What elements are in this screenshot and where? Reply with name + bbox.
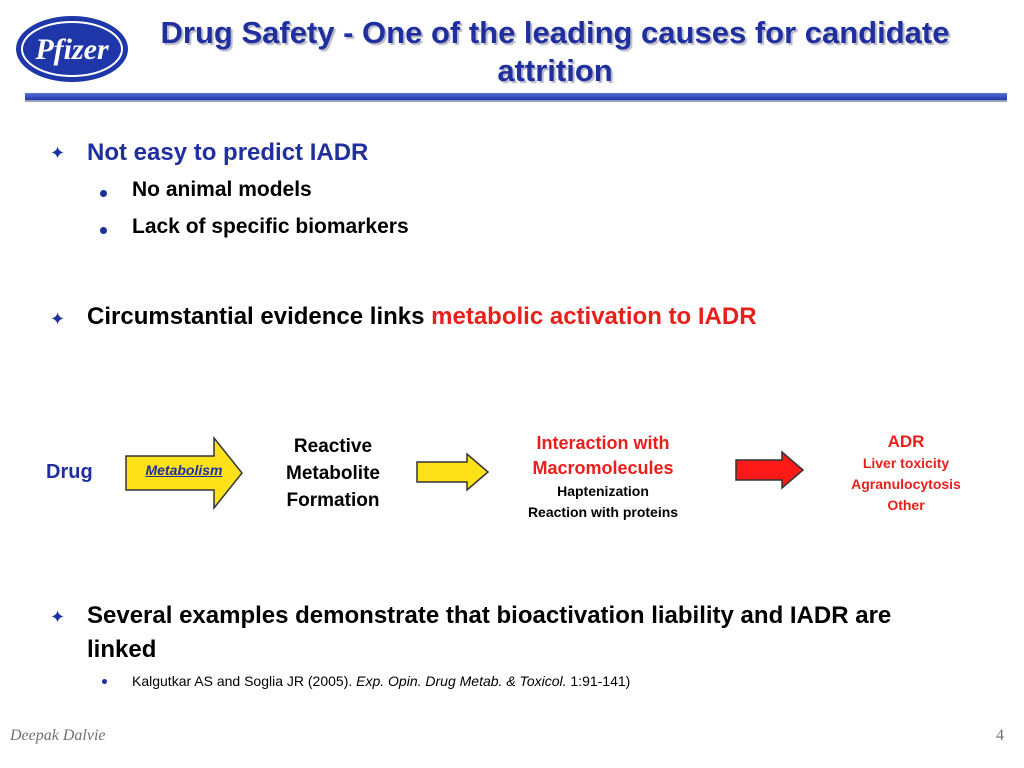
footer-author: Deepak Dalvie [10, 727, 106, 744]
interaction-sub-1: Haptenization [557, 483, 649, 499]
interaction-arrow [415, 452, 491, 492]
slide-title: Drug Safety - One of the leading causes for candidate attrition [160, 15, 950, 88]
interaction-box [495, 431, 711, 523]
bullet-3: Several examples demonstrate that bioactivation liability and IADR are linked [87, 602, 892, 663]
bullet-2-prefix: Circumstantial evidence links [87, 303, 425, 330]
adr-item-1: Liver toxicity [862, 455, 950, 471]
reference-journal: Exp. Opin. Drug Metab. & Toxicol. [356, 673, 567, 689]
star-bullet-icon: ✦ [50, 309, 66, 330]
page-number: 4 [996, 727, 1004, 744]
logo-text: Pfizer [35, 33, 109, 66]
reactive-line-3: Formation [286, 490, 380, 511]
star-bullet-icon: ✦ [50, 143, 66, 164]
reactive-line-2: Metabolite [286, 463, 380, 484]
interaction-title-1: Interaction with [536, 433, 670, 453]
dot-bullet-icon [102, 679, 107, 684]
star-bullet-icon: ✦ [50, 607, 66, 628]
adr-item-3: Other [887, 497, 925, 513]
dot-bullet-icon [100, 190, 107, 197]
title-rule [25, 93, 1007, 102]
bullet-1-sub-1: No animal models [132, 178, 312, 201]
reactive-metabolite-box [258, 433, 408, 514]
bullet-1-sub-2: Lack of specific biomarkers [132, 215, 409, 238]
bullet-1: Not easy to predict IADR [87, 139, 369, 166]
adr-box [826, 430, 986, 516]
metabolism-label: Metabolism [145, 462, 223, 478]
drug-label: Drug [46, 461, 93, 483]
dot-bullet-icon [100, 227, 107, 234]
bullet-2-highlight: metabolic activation to IADR [431, 303, 757, 330]
interaction-title-2: Macromolecules [532, 458, 674, 478]
reference-suffix: 1:91-141) [570, 673, 631, 689]
interaction-sub-2: Reaction with proteins [527, 504, 679, 520]
reference [132, 673, 630, 689]
reference-prefix: Kalgutkar AS and Soglia JR (2005). [132, 673, 353, 689]
pfizer-logo [14, 14, 130, 84]
adr-title: ADR [887, 432, 925, 451]
bullet-2 [87, 303, 757, 331]
adr-item-2: Agranulocytosis [851, 476, 961, 492]
reactive-line-1: Reactive [293, 436, 373, 457]
adr-arrow [734, 450, 806, 490]
